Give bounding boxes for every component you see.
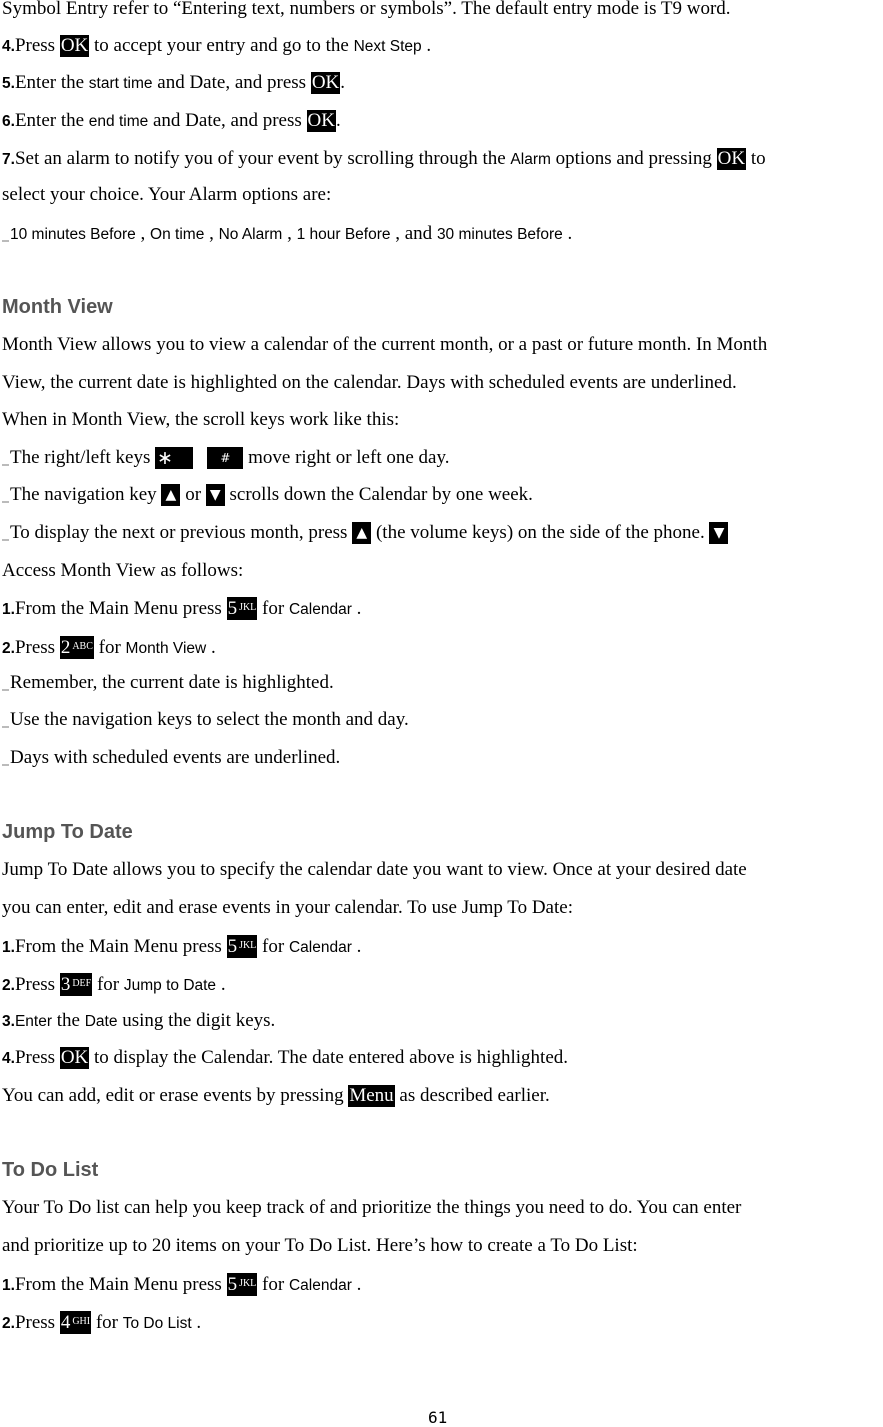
step-1 <box>2 597 361 621</box>
text: From the Main Menu press <box>14 598 227 619</box>
ok-key: OK <box>717 148 746 169</box>
step-7 <box>2 148 766 171</box>
step-number: 7. <box>2 151 15 168</box>
key-digit: 5 <box>227 598 238 619</box>
page-number: 61 <box>428 1408 448 1427</box>
text: scrolls down the Calendar by one week. <box>224 484 533 505</box>
paragraph-line <box>2 1235 638 1257</box>
text: Jump To Date allows you to specify the calendar date you want to view. Once at your desired date <box>2 859 747 880</box>
text: Enter the <box>14 110 89 131</box>
text: . <box>206 637 216 658</box>
paragraph-line <box>2 1197 741 1219</box>
text: From the Main Menu press <box>14 936 227 957</box>
step-number: 3. <box>2 1013 15 1030</box>
bullet-marker <box>2 501 9 503</box>
menu-term: start time <box>88 75 153 92</box>
alarm-options <box>2 223 572 246</box>
text: When in Month View, the scroll keys work like this: <box>2 409 400 430</box>
key-digit: 4 <box>60 1312 71 1333</box>
step-1 <box>2 1273 361 1297</box>
text: Symbol Entry refer to “Entering text, numbers or symbols”. The default entry mode is T9 word. <box>2 0 731 19</box>
step-2 <box>2 973 226 997</box>
text: . <box>351 1274 362 1295</box>
step-2 <box>2 1311 201 1335</box>
text: Press <box>14 35 60 56</box>
down-arrow-icon: ▼ <box>206 484 225 506</box>
text: . <box>421 35 432 56</box>
text: . <box>562 223 573 244</box>
text: or <box>180 484 206 505</box>
text: move right or left one day. <box>243 447 450 468</box>
text: To display the next or previous month, press <box>10 522 353 543</box>
bullet-marker <box>2 539 9 541</box>
step-3 <box>2 1010 275 1033</box>
up-arrow-icon: ▲ <box>161 484 180 506</box>
paragraph-line <box>2 372 737 394</box>
text: Remember, the current date is highlighted. <box>10 672 334 693</box>
step-4 <box>2 1047 568 1070</box>
section-heading-month-view: Month View <box>2 296 113 318</box>
paragraph-line <box>2 409 399 431</box>
alarm-option: No Alarm <box>218 226 283 243</box>
text: Press <box>14 1312 60 1333</box>
paragraph-line <box>2 859 747 881</box>
text: , <box>135 223 151 244</box>
alarm-option: On time <box>150 226 205 243</box>
text: the <box>52 1010 85 1031</box>
bullet-marker <box>2 240 9 242</box>
ok-key: OK <box>60 35 89 56</box>
text: , and <box>390 223 437 244</box>
alarm-option: 10 minutes Before <box>10 226 136 243</box>
bullet-marker <box>2 689 9 691</box>
key-3-def <box>60 973 92 996</box>
paragraph-line <box>2 560 243 582</box>
step-number: 1. <box>2 939 15 956</box>
menu-term: end time <box>88 113 149 130</box>
text: options and pressing <box>550 148 717 169</box>
text: to <box>746 148 766 169</box>
ok-key: OK <box>311 72 340 93</box>
text: select your choice. Your Alarm options are: <box>2 184 332 205</box>
step-5 <box>2 72 345 95</box>
text: The navigation key <box>10 484 162 505</box>
alarm-option: 30 minutes Before <box>436 226 563 243</box>
step-number: 2. <box>2 1315 15 1332</box>
section-heading-to-do-list: To Do List <box>2 1159 99 1181</box>
step-number: 4. <box>2 1050 15 1067</box>
paragraph-line <box>2 1085 550 1107</box>
step-number: 2. <box>2 977 15 994</box>
text: . <box>340 72 346 93</box>
text: The right/left keys <box>10 447 156 468</box>
bullet-line <box>2 447 449 469</box>
text: and Date, and press <box>148 110 307 131</box>
star-key-icon: ∗ <box>155 447 193 469</box>
text: for <box>92 974 124 995</box>
key-letters: JKL <box>239 602 257 613</box>
text: You can add, edit or erase events by pressing <box>2 1085 349 1106</box>
text: From the Main Menu press <box>14 1274 227 1295</box>
paragraph-line <box>2 897 573 919</box>
text: . <box>191 1312 202 1333</box>
menu-term: Calendar <box>288 939 352 956</box>
key-digit: 5 <box>227 936 238 957</box>
text: . <box>216 974 226 995</box>
text: Set an alarm to notify you of your event by scrolling through the <box>14 148 511 169</box>
key-digit: 5 <box>227 1274 238 1295</box>
menu-term: Date <box>84 1013 118 1030</box>
ok-key: OK <box>307 110 335 131</box>
step-7-cont <box>2 184 331 206</box>
key-5-jkl <box>227 935 258 958</box>
step-1 <box>2 935 361 959</box>
text: and Date, and press <box>152 72 311 93</box>
text: for <box>91 1312 123 1333</box>
text: for <box>257 1274 289 1295</box>
step-number: 1. <box>2 1277 15 1294</box>
key-4-ghi <box>60 1311 91 1334</box>
text: . <box>351 936 362 957</box>
text: to display the Calendar. The date entered above is highlighted. <box>89 1047 569 1068</box>
paragraph-line <box>2 334 767 356</box>
text: as described earlier. <box>394 1085 550 1106</box>
menu-term: To Do List <box>122 1315 192 1332</box>
up-arrow-icon: ▲ <box>352 522 371 544</box>
step-number: 6. <box>2 113 15 130</box>
bullet-line <box>2 709 409 731</box>
text: Press <box>14 1047 60 1068</box>
text: to accept your entry and go to the <box>89 35 354 56</box>
step-number: 2. <box>2 640 15 657</box>
step-number: 5. <box>2 75 15 92</box>
menu-term: Calendar <box>288 601 352 618</box>
menu-key: Menu <box>349 1085 394 1106</box>
text: for <box>93 637 126 658</box>
text: Month View allows you to view a calendar of the current month, or a past or future month. In Month <box>2 334 768 355</box>
key-5-jkl <box>227 1273 258 1296</box>
text: Enter the <box>14 72 89 93</box>
down-arrow-icon: ▼ <box>709 522 728 544</box>
text: Press <box>14 637 60 658</box>
step-2 <box>2 636 216 660</box>
text: (the volume keys) on the side of the phone. <box>371 522 710 543</box>
key-2-abc <box>60 636 94 659</box>
key-digit: 3 <box>60 974 71 995</box>
text: Days with scheduled events are underlined. <box>10 747 341 768</box>
text: , <box>282 223 297 244</box>
key-letters: JKL <box>239 1278 257 1289</box>
intro-line <box>2 0 731 20</box>
bullet-line <box>2 522 728 544</box>
text: Press <box>14 974 60 995</box>
hash-key-icon: # <box>207 447 243 469</box>
bullet-line <box>2 672 334 694</box>
text: for <box>257 598 289 619</box>
text: Access Month View as follows: <box>2 560 244 581</box>
bullet-line <box>2 747 340 769</box>
step-6 <box>2 110 341 133</box>
step-4 <box>2 35 431 58</box>
text: . <box>351 598 362 619</box>
text: using the digit keys. <box>117 1010 276 1031</box>
bullet-marker <box>2 764 9 766</box>
menu-term: Enter <box>14 1013 52 1030</box>
step-number: 4. <box>2 38 15 55</box>
menu-term: Jump to Date <box>123 977 217 994</box>
alarm-option: 1 hour Before <box>296 226 391 243</box>
text: you can enter, edit and erase events in your calendar. To use Jump To Date: <box>2 897 573 918</box>
bullet-line <box>2 484 533 506</box>
text: View, the current date is highlighted on the calendar. Days with scheduled events are underlined. <box>2 372 737 393</box>
step-number: 1. <box>2 601 15 618</box>
key-letters: JKL <box>239 940 257 951</box>
key-letters: DEF <box>72 978 92 989</box>
text: , <box>204 223 219 244</box>
menu-term: Alarm <box>510 151 551 168</box>
menu-term: Month View <box>125 640 207 657</box>
text: . <box>335 110 341 131</box>
ok-key: OK <box>60 1047 89 1068</box>
bullet-marker <box>2 726 9 728</box>
menu-term: Next Step <box>353 38 422 55</box>
key-5-jkl <box>227 597 258 620</box>
key-letters: ABC <box>72 641 93 652</box>
text: Your To Do list can help you keep track of and prioritize the things you need to do. You can enter <box>2 1197 742 1218</box>
text: and prioritize up to 20 items on your To Do List. Here’s how to create a To Do List: <box>2 1235 638 1256</box>
key-letters: GHI <box>72 1316 91 1327</box>
key-digit: 2 <box>60 637 71 658</box>
menu-term: Calendar <box>288 1277 352 1294</box>
section-heading-jump-to-date: Jump To Date <box>2 821 133 843</box>
text: Use the navigation keys to select the month and day. <box>10 709 409 730</box>
text: for <box>257 936 289 957</box>
bullet-marker <box>2 464 9 466</box>
